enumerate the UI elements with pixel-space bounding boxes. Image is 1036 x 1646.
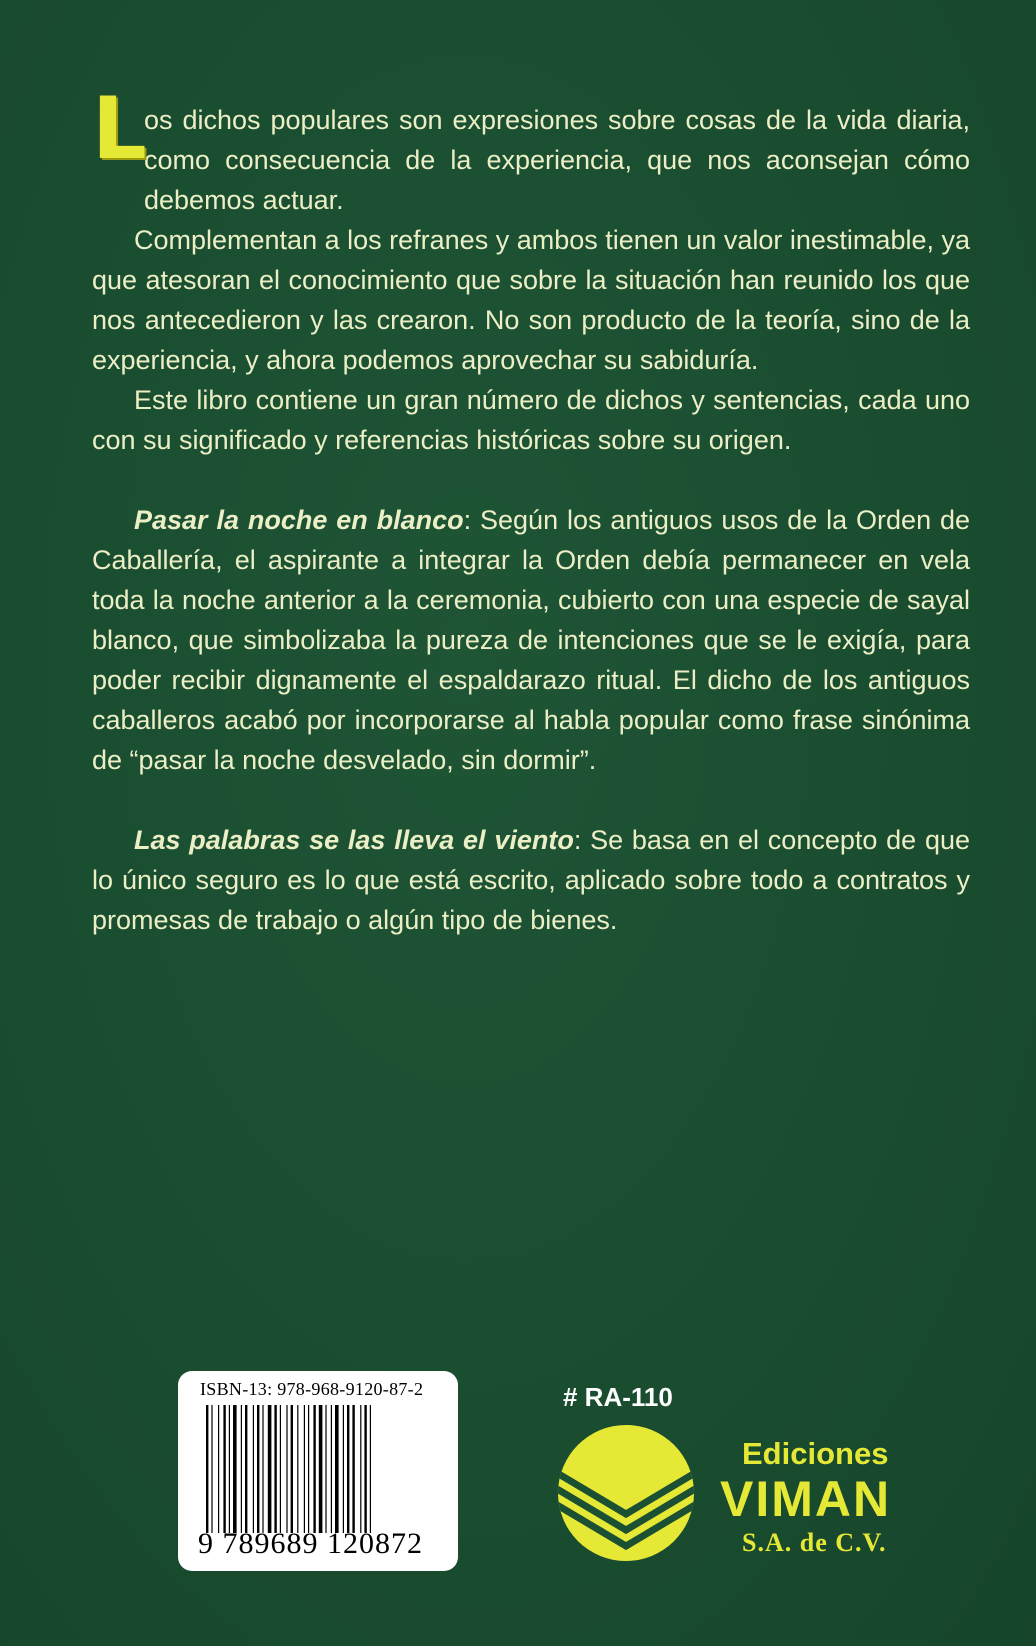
- isbn-number: ISBN-13: 978-968-9120-87-2: [200, 1379, 424, 1399]
- saying-paragraph-1: [92, 500, 970, 780]
- drop-cap: L: [92, 79, 147, 179]
- catalog-code: # RA-110: [563, 1382, 673, 1412]
- barcode-icon: [206, 1405, 434, 1533]
- publisher-logo-icon: [552, 1422, 700, 1564]
- saying-explanation: : Se basa en el concepto de que lo único seguro es lo que está escrito, aplicado sobre todo a contratos y promesas de trabajo o algún tipo de bienes.: [92, 825, 970, 935]
- publisher-name-line2: VIMAN: [720, 1471, 892, 1527]
- saying-term: Pasar la noche en blanco: [134, 505, 464, 535]
- intro-paragraph-2: Complementan a los refranes y ambos tienen un valor inestimable, ya que atesoran el conocimiento que sobre la situación han reunido los que nos antecedieron y las crearon. No son producto de la teoría, sino de la experiencia, y ahora podemos aprovechar su sabiduría.: [92, 225, 970, 375]
- publisher-name-line3: S.A. de C.V.: [742, 1528, 887, 1557]
- saying-term: Las palabras se las lleva el viento: [134, 825, 574, 855]
- barcode-digits: 9 789689 120872: [198, 1527, 423, 1560]
- intro-paragraph-1: [92, 79, 970, 220]
- saying-explanation: : Según los antiguos usos de la Orden de Caballería, el aspirante a integrar la Orden debía permanecer en vela toda la noche anterior a la ceremonia, cubierto con una especie de sayal blanco, que simbolizaba la pureza de intenciones que se le exigía, para poder recibir dignamente el espaldarazo ritual. El dicho de los antiguos caballeros acabó por incorporarse al habla popular como frase sinónima de “pasar la noche desvelado, sin dormir”.: [92, 505, 970, 775]
- description-text: [92, 79, 970, 940]
- intro-paragraph-3: Este libro contiene un gran número de dichos y sentencias, cada uno con su significado y referencias históricas sobre su origen.: [92, 385, 970, 455]
- intro-paragraph-1-text: os dichos populares son expresiones sobre cosas de la vida diaria, como consecuencia de la experiencia, que nos aconsejan cómo debemos actuar.: [144, 105, 970, 215]
- publisher-name-line1: Ediciones: [742, 1436, 889, 1471]
- barcode-label: [178, 1371, 458, 1571]
- saying-paragraph-2: [92, 820, 970, 940]
